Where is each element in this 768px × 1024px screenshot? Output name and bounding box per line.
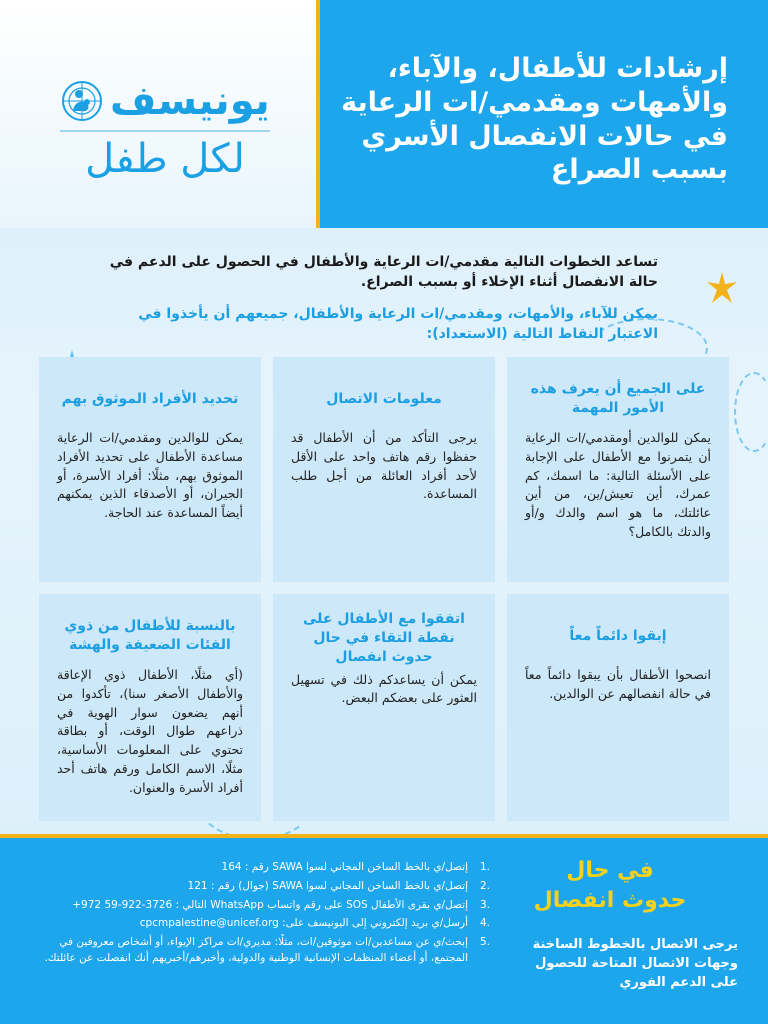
logo-divider — [60, 130, 270, 132]
tip-card — [273, 594, 495, 821]
contact-subtitle: يرجى الاتصال بالخطوط الساخنة وجهات الاتصال المتاحة للحصول على الدعم الفوري — [532, 937, 738, 990]
contact-panel — [0, 838, 768, 1024]
decorative-dashed-arc — [734, 372, 768, 452]
tip-card — [507, 594, 729, 821]
contact-heading — [510, 856, 710, 915]
tip-card-title: معلومات الاتصال — [326, 390, 442, 407]
contact-text: أرسل/ي بريد إلكتروني إلى اليونيسف على: cpcmpalestine@unicef.org — [139, 917, 468, 930]
yellow-star-icon — [704, 270, 740, 306]
logo-name: يونيسف — [110, 78, 270, 124]
logo-panel — [0, 0, 318, 228]
contact-number: .2 — [479, 879, 490, 892]
tip-card-body: انصحوا الأطفال بأن يبقوا دائماً معاً في حالة انفصالهم عن الوالدين. — [525, 667, 711, 701]
tip-card-body: يرجى التأكد من أن الأطفال قد حفظوا رقم هاتف واحد على الأقل لأحد أفراد العائلة من أجل طلب المساعدة. — [291, 430, 477, 502]
contact-number: .4 — [479, 917, 490, 930]
contact-item — [32, 879, 490, 895]
tip-card-title: بالنسبة للأطفال من ذوي الفئات الضعيفة والهشة — [64, 618, 236, 653]
contact-item — [32, 935, 490, 967]
tip-card — [273, 357, 495, 582]
contact-heading-line2: حدوث انفصال — [533, 887, 687, 913]
contact-number: .3 — [479, 898, 490, 911]
unicef-emblem-icon — [60, 79, 104, 123]
contact-number: .1 — [479, 861, 490, 873]
header-panel — [320, 0, 768, 228]
tip-card-title: تحديد الأفراد الموثوق بهم — [61, 390, 239, 407]
tip-card-title: إبقوا دائماً معاً — [569, 627, 667, 644]
contact-text: إتصل/ي بالخط الساخن المجاني لسوا SAWA رقم : 164 — [221, 861, 468, 873]
contact-heading-line1: في حال — [566, 858, 654, 883]
tip-card — [39, 357, 261, 582]
tip-card — [507, 357, 729, 582]
contact-number: .5 — [479, 936, 490, 948]
tip-card-body: (أي مثلًا، الأطفال ذوي الإعاقة والأطفال الأصغر سنا)، تأكدوا من أنهم يضعون سوار الهوية في ذراعهم طوال الوقت، أو بطاقة تحتوي على المعلومات الأساسية، مثلًا، الاسم الكامل ورقم هاتف أحد أفراد الأسرة والعنوان. — [57, 667, 243, 795]
page-title: إرشادات للأطفال، والآباء، والأمهات ومقدمي/ات الرعاية في حالات الانفصال الأسري بسبب الصراع — [341, 53, 728, 186]
tips-grid — [39, 357, 729, 821]
tip-card-body: يمكن أن يساعدكم ذلك في تسهيل العثور على بعضكم البعض. — [291, 671, 477, 706]
tip-card — [39, 594, 261, 821]
tip-card-body: يمكن للوالدين أومقدمي/ات الرعاية أن يتمرنوا مع الأطفال على الإجابة على الأسئلة التالية: ما اسمك، كم عمرك، أين تعيش/ين، من أين عائلتك، ما هو اسم والدك و/أو والدتك بالكامل؟ — [525, 430, 711, 539]
logo-tagline: لكل طفل — [85, 136, 245, 182]
contact-item — [32, 860, 490, 876]
contact-text: إتصل/ي بالخط الساخن المجاني لسوا SAWA (جوال) رقم : 121 — [187, 879, 468, 892]
contact-item — [32, 898, 490, 914]
unicef-logo — [60, 78, 270, 182]
tip-card-title: اتفقوا مع الأطفال على نقطة التقاء في حال حدوث انفصال — [303, 611, 465, 665]
tip-card-body: يمكن للوالدين ومقدمي/ات الرعاية مساعدة الأطفال على تحديد الأفراد الموثوق بهم، مثلًا: أفراد الأسرة، أو الجيران، أو الأصدقاء الذين يمكنهم أيضاً المساعدة عند الحاجة. — [57, 430, 243, 520]
contact-text: إتصل/ي بقرى الأطفال SOS على رقم واتساب WhatsApp التالي : 3726-922-59 972+ — [72, 898, 468, 911]
intro-text: تساعد الخطوات التالية مقدمي/ات الرعاية والأطفال في الحصول على الدعم في حالة الانفصال أثناء الإخلاء أو بسبب الصراع. — [109, 254, 658, 291]
intro-subheading: يمكن للآباء، والأمهات، ومقدمي/ات الرعاية والأطفال، جميعهم أن يأخذوا في الاعتبار النقاط التالية (الاستعداد): — [138, 306, 658, 343]
tip-card-title: على الجميع أن يعرف هذه الأمور المهمة — [530, 381, 706, 416]
contact-list — [32, 860, 490, 970]
contact-text: إبحث/ي عن مساعدين/ات موثوقين/ات، مثلًا: مديري/ات مراكز الإيواء، أو أشخاص معروفين في المجتمع، أو أعضاء المنظمات الإنسانية الوطنية والدولية، وأخبرهم/أخبريهم أنك انفصلت عن عائلتك. — [44, 936, 468, 964]
contact-item — [32, 916, 490, 932]
